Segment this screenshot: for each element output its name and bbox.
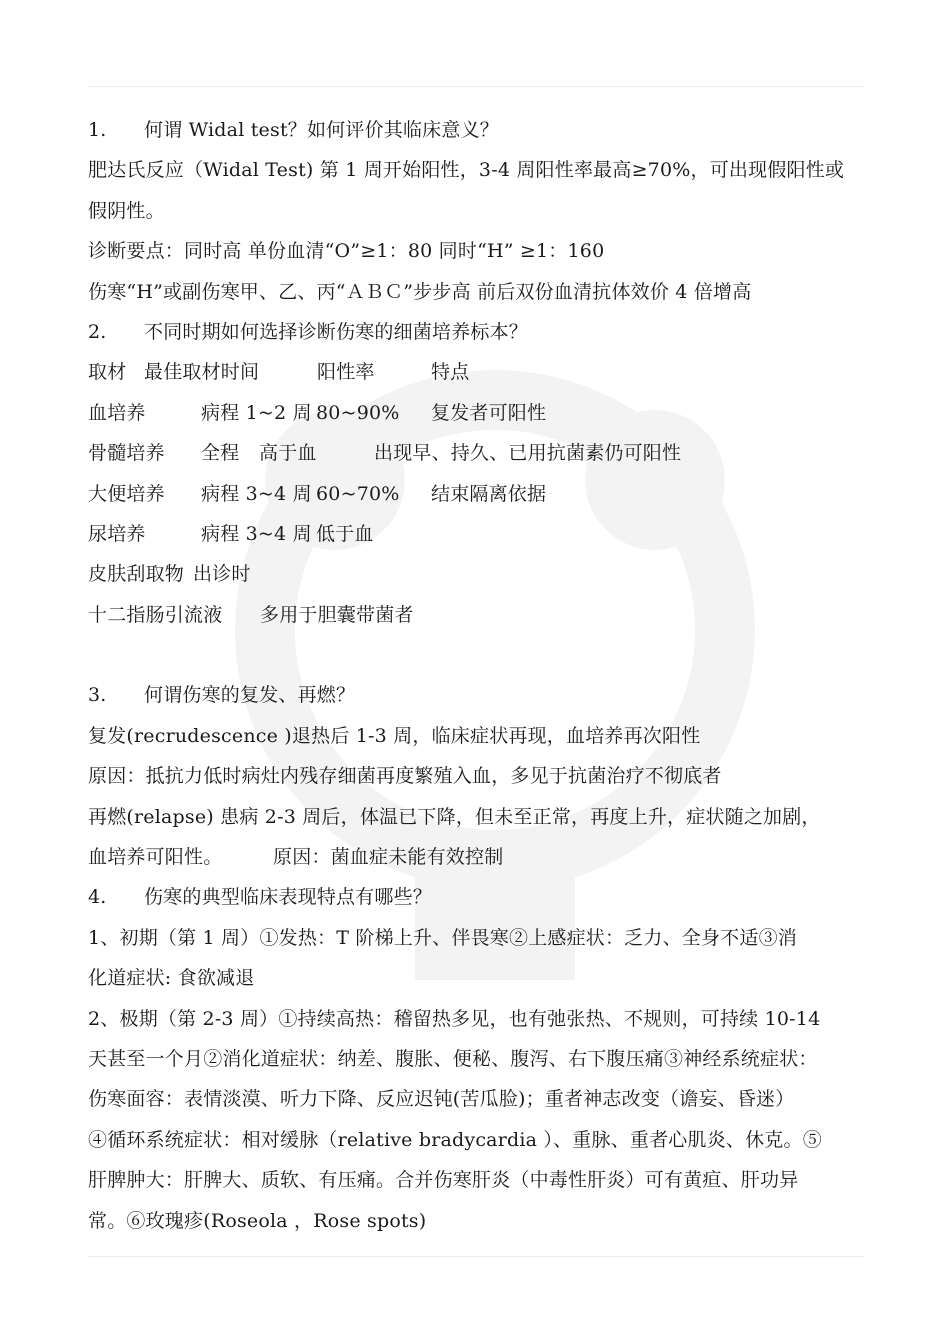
- culture-table-row: [88, 554, 864, 594]
- q3-relapse-cause-line: [88, 837, 864, 877]
- q4-line: ④循环系统症状：相对缓脉（relative bradycardia ）、重脉、重者心肌炎、休克。⑤: [88, 1128, 822, 1151]
- question-number: 2.: [88, 320, 107, 343]
- header-cell: 特点: [431, 361, 470, 384]
- question-2-title: [88, 312, 864, 352]
- q1-paragraph-line: 肥达氏反应（Widal Test) 第 1 周开始阳性，3-4 周阳性率最高≥70%，可出现假阳性或: [88, 159, 845, 182]
- row-cell: 多用于胆囊带菌者: [260, 603, 414, 626]
- row-cell: 骨髓培养: [88, 442, 165, 465]
- row-cell: 皮肤刮取物: [88, 563, 185, 586]
- row-cell: 出诊时: [193, 563, 251, 586]
- q3-recrudescence-line: 复发(recrudescence )退热后 1-3 周，临床症状再现，血培养再次阳性: [88, 724, 701, 747]
- q3-cause-line: 原因：抵抗力低时病灶内残存细菌再度繁殖入血，多见于抗菌治疗不彻底者: [88, 765, 722, 788]
- row-cell: 60~70%: [316, 482, 400, 505]
- row-cell: 全程: [201, 442, 240, 465]
- question-text: 何谓伤寒的复发、再燃？: [144, 684, 356, 707]
- header-cell: 取材: [88, 361, 127, 384]
- row-cell: 尿培养: [88, 522, 146, 545]
- row-cell: 80~90%: [316, 401, 400, 424]
- q1-diagnosis-points: 诊断要点：同时高 单份血清“O”≥1：80 同时“H” ≥1：160: [88, 240, 605, 263]
- bottom-rule: [88, 1256, 864, 1257]
- culture-table-row: [88, 433, 864, 473]
- q3-cause-text: 原因：菌血症未能有效控制: [273, 846, 504, 869]
- question-number: 4.: [88, 886, 107, 909]
- q3-blood-culture-text: 血培养可阳性。: [88, 846, 223, 869]
- question-1-title: [88, 110, 864, 150]
- q4-line: 肝脾肿大：肝脾大、质软、有压痛。合并伤寒肝炎（中毒性肝炎）可有黄疸、肝功异: [88, 1169, 799, 1192]
- row-cell: 病程 3~4 周: [201, 482, 312, 505]
- row-cell: 大便培养: [88, 482, 165, 505]
- culture-table-header: [88, 352, 864, 392]
- q4-line: 天甚至一个月②消化道症状：纳差、腹胀、便秘、腹泻、右下腹压痛③神经系统症状：: [88, 1047, 818, 1070]
- culture-table-row: [88, 595, 864, 635]
- top-rule: [88, 86, 864, 87]
- question-text: 何谓 Widal test？如何评价其临床意义？: [144, 119, 499, 141]
- q4-line: 常。⑥玫瑰疹(Roseola ，Rose spots): [88, 1209, 427, 1232]
- question-number: 3.: [88, 684, 107, 707]
- question-4-title: [88, 877, 864, 917]
- question-3-title: [88, 675, 864, 715]
- q3-relapse-line: 再燃(relapse) 患病 2-3 周后，体温已下降，但未至正常，再度上升，症状随之加剧，: [88, 805, 821, 828]
- q4-line: 2、极期（第 2-3 周）①持续高热：稽留热多见，也有弛张热、不规则，可持续 10-14: [88, 1007, 821, 1030]
- header-cell: 最佳取材时间: [144, 361, 260, 384]
- question-text: 不同时期如何选择诊断伤寒的细菌培养标本？: [144, 320, 529, 343]
- culture-table-row: [88, 474, 864, 514]
- row-cell: 结束隔离依据: [431, 482, 547, 505]
- row-cell: 出现早、持久、已用抗菌素仍可阳性: [374, 442, 682, 465]
- row-cell: 高于血: [259, 442, 317, 465]
- row-cell: 复发者可阳性: [431, 401, 547, 424]
- culture-table-row: [88, 514, 864, 554]
- q4-line: 化道症状: 食欲减退: [88, 967, 255, 990]
- row-cell: 病程 1~2 周: [201, 401, 312, 424]
- row-cell: 血培养: [88, 401, 146, 424]
- q4-line: 1、初期（第 1 周）①发热：T 阶梯上升、伴畏寒②上感症状：乏力、全身不适③消: [88, 926, 797, 949]
- q1-titer-rule: 伤寒“H”或副伤寒甲、乙、丙“ＡＢＣ”步步高 前后双份血清抗体效价 4 倍增高: [88, 280, 752, 303]
- row-cell: 病程 3~4 周: [201, 522, 312, 545]
- q4-line: 伤寒面容：表情淡漠、听力下降、反应迟钝(苦瓜脸)；重者神志改变（谵妄、昏迷）: [88, 1088, 795, 1111]
- question-text: 伤寒的典型临床表现特点有哪些？: [144, 886, 433, 909]
- row-cell: 十二指肠引流液: [88, 603, 223, 626]
- blank-line: [88, 635, 864, 675]
- document-content: [88, 110, 864, 1241]
- header-cell: 阳性率: [317, 361, 375, 384]
- row-cell: 低于血: [316, 522, 374, 545]
- culture-table-row: [88, 393, 864, 433]
- question-number: 1.: [88, 119, 107, 141]
- q1-paragraph-line: 假阴性。: [88, 199, 165, 222]
